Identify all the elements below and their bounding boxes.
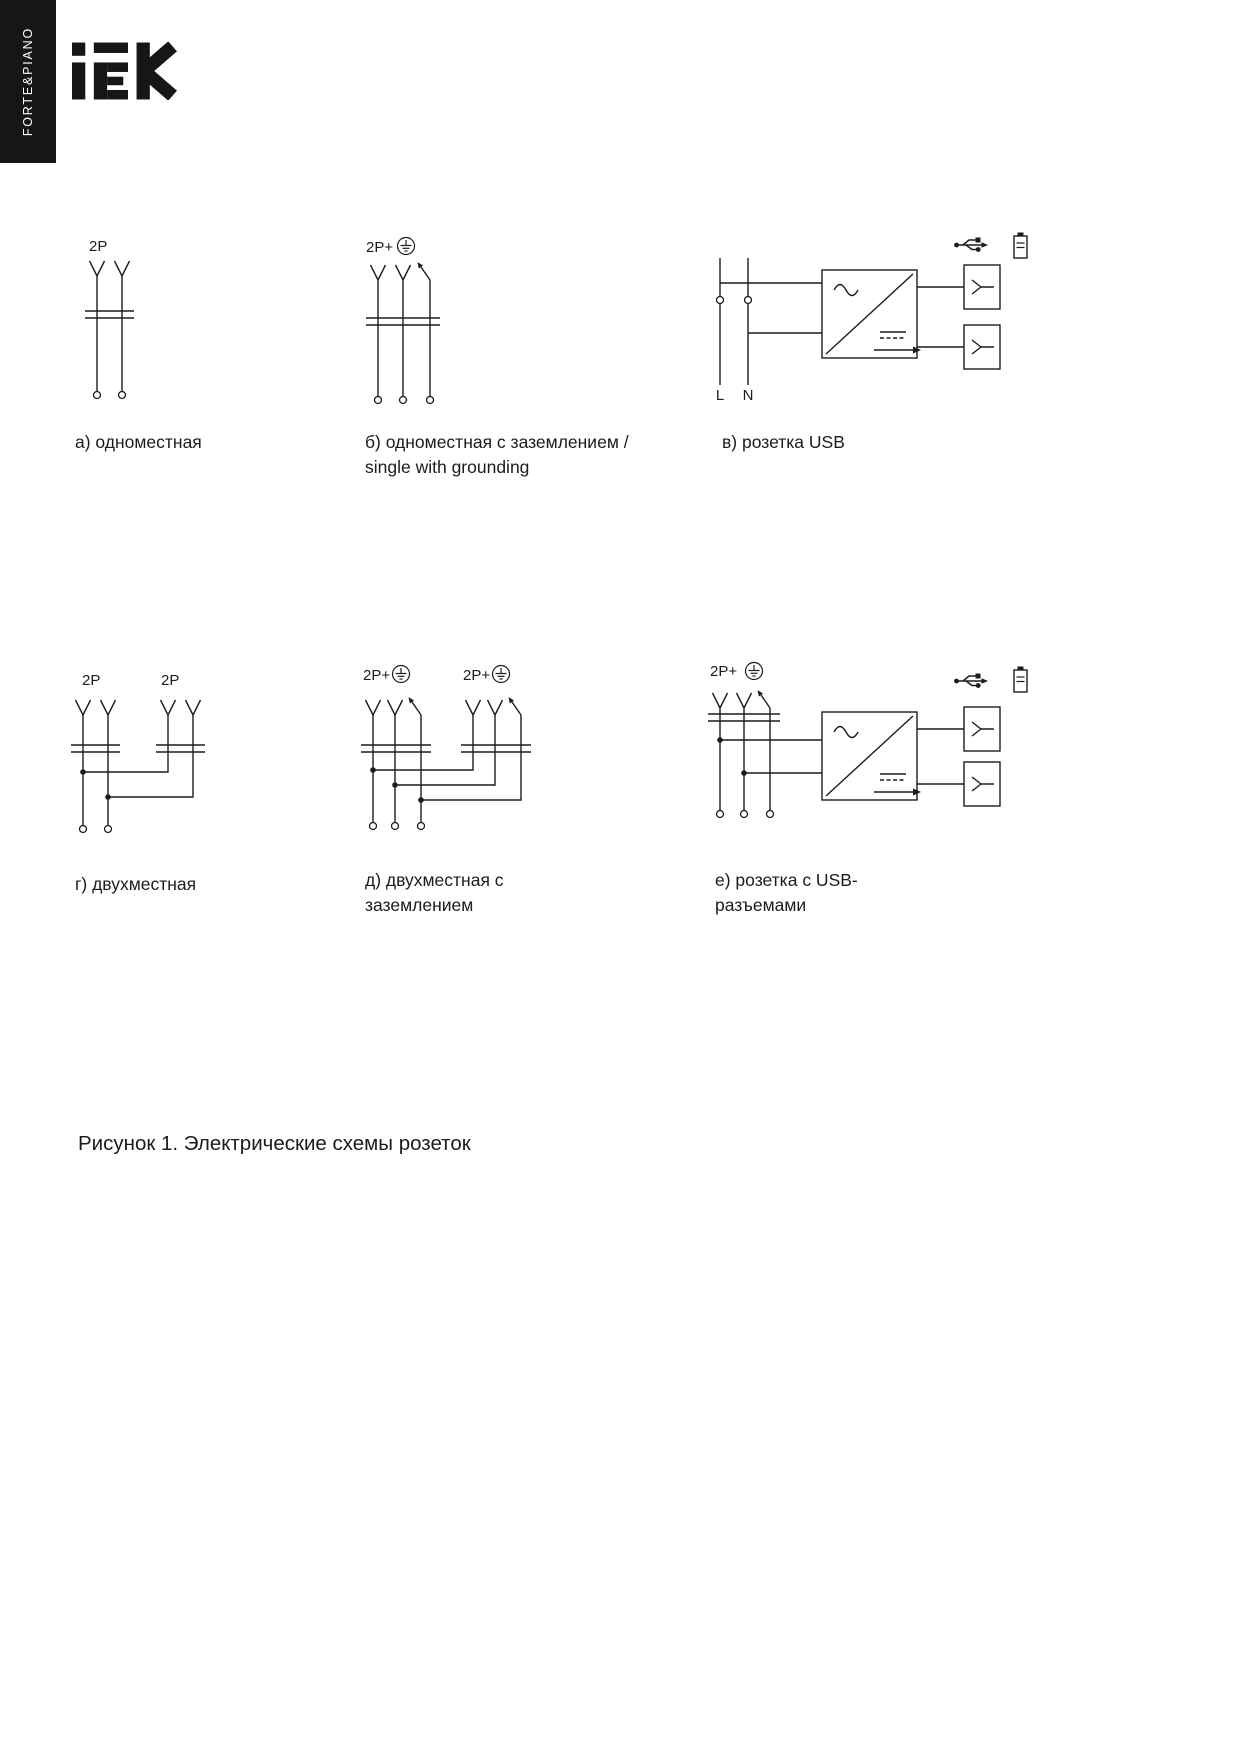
diagram-a-schematic (75, 232, 165, 412)
terminal-icon (392, 823, 399, 830)
converter-box (822, 712, 921, 800)
battery-icon (1014, 233, 1027, 259)
pole-count-label: 2P (89, 238, 108, 255)
socket-contact-icon (161, 700, 176, 715)
figure-d-caption (365, 868, 625, 918)
junction-dot (717, 737, 723, 743)
terminal-icon (745, 297, 752, 304)
logo-i-dot (72, 43, 85, 56)
wires (720, 258, 964, 385)
junction-dot (741, 770, 747, 776)
junction-dot (105, 794, 111, 800)
figure-d-caption-line2: заземлением (365, 895, 474, 915)
socket-contact-icon (366, 700, 381, 715)
diagram-v-schematic (702, 228, 1042, 408)
grounding-contact-icon (509, 697, 522, 715)
figure-e-caption-line2: разъемами (715, 895, 807, 915)
figure-v-caption: в) розетка USB (722, 432, 845, 452)
terminal-icon (375, 397, 382, 404)
terminal-icon (741, 811, 748, 818)
terminal-icon (767, 811, 774, 818)
terminal-icon (717, 811, 724, 818)
series-label: FORTE&PIANO (21, 26, 35, 137)
wires (366, 280, 440, 397)
figure-b-caption (365, 430, 710, 480)
diagram-g-schematic (58, 665, 218, 845)
terminal-icon (80, 826, 87, 833)
earth-symbol-icon (398, 238, 415, 255)
socket-contact-icon (101, 700, 116, 715)
socket-contact-icon (488, 700, 503, 715)
figure-main-caption: Рисунок 1. Электрические схемы розеток (78, 1132, 471, 1155)
junction-dot (392, 782, 398, 788)
socket-contact-icon (90, 261, 105, 276)
figure-d-caption-line1: д) двухместная с (365, 870, 504, 890)
terminal-icon (400, 397, 407, 404)
pole-count-label: 2P (161, 672, 180, 689)
figure-g-caption: г) двухместная (75, 874, 197, 894)
diagram-b-schematic (360, 232, 490, 417)
usb-port-icon (964, 325, 1000, 369)
converter-box (822, 270, 921, 358)
grounding-contact-icon (758, 690, 771, 708)
wires (361, 715, 531, 823)
line-label: L (715, 387, 725, 404)
figure-b-caption-line1: б) одноместная с заземлением / (365, 432, 629, 452)
socket-contact-icon (713, 693, 728, 708)
socket-contact-icon (388, 700, 403, 715)
earth-symbol-icon (393, 666, 410, 683)
usb-icon (954, 238, 988, 252)
pole-count-label: 2P+ (363, 667, 391, 684)
socket-contact-icon (76, 700, 91, 715)
figure-e-caption (715, 868, 975, 918)
terminal-icon (418, 823, 425, 830)
diagram-d-schematic (355, 660, 555, 845)
socket-contact-icon (466, 700, 481, 715)
earth-symbol-icon (746, 663, 763, 680)
terminal-icon (105, 826, 112, 833)
neutral-label: N (742, 387, 754, 404)
junction-dot (80, 769, 86, 775)
terminal-icon (717, 297, 724, 304)
terminal-icon (94, 392, 101, 399)
socket-contact-icon (371, 265, 386, 280)
socket-contact-icon (737, 693, 752, 708)
battery-icon (1014, 667, 1027, 693)
terminal-icon (370, 823, 377, 830)
pole-count-label: 2P+ (710, 663, 738, 680)
junction-dot (418, 797, 424, 803)
usb-icon (954, 674, 988, 688)
junction-dot (370, 767, 376, 773)
diagram-e-schematic (702, 658, 1042, 828)
terminal-icon (427, 397, 434, 404)
grounding-contact-icon (418, 262, 431, 280)
usb-port-icon (964, 265, 1000, 309)
figure-e-caption-line1: е) розетка с USB- (715, 870, 858, 890)
logo-letters (72, 43, 150, 100)
usb-port-icon (964, 762, 1000, 806)
socket-contact-icon (115, 261, 130, 276)
socket-contact-icon (186, 700, 201, 715)
pole-count-label: 2P+ (366, 239, 394, 256)
pole-count-label: 2P+ (463, 667, 491, 684)
socket-contact-icon (396, 265, 411, 280)
earth-symbol-icon (493, 666, 510, 683)
figure-a-caption: а) одноместная (75, 432, 202, 452)
wires (85, 276, 134, 392)
series-sidebar (0, 0, 56, 163)
figure-b-caption-line2: single with grounding (365, 457, 530, 477)
wires (708, 708, 964, 811)
terminal-icon (119, 392, 126, 399)
usb-port-icon (964, 707, 1000, 751)
grounding-contact-icon (409, 697, 422, 715)
iek-logo (72, 42, 184, 100)
wires (71, 715, 205, 826)
pole-count-label: 2P (82, 672, 101, 689)
